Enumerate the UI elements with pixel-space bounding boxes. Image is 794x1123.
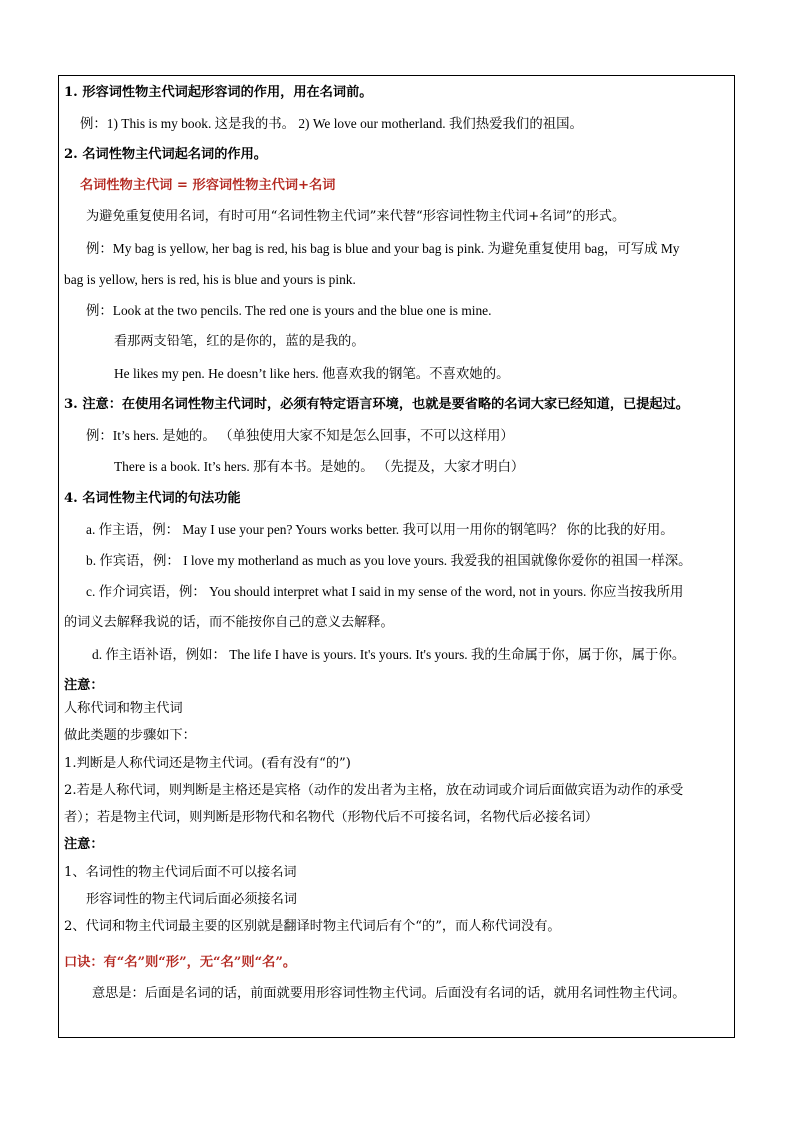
example-line: 例：It’s hers. 是她的。 （单独使用大家不知是怎么回事，不可以这样用） — [86, 428, 514, 443]
function-item-d: d. 作主语补语，例如： The life I have is yours. It's yours. It's yours. 我的生命属于你，属于你，属于你。 — [92, 647, 686, 662]
note-1-cont: 形容词性的物主代词后面必须接名词 — [86, 892, 297, 907]
function-item-a: a. 作主语，例： May I use your pen? Yours works better. 我可以用一用你的钢笔吗？ 你的比我的好用。 — [86, 522, 674, 537]
body-line: 看那两支铅笔，红的是你的，蓝的是我的。 — [114, 334, 365, 349]
body-line: 做此类题的步骤如下： — [64, 728, 196, 743]
example-line: 例：My bag is yellow, her bag is red, his bag is blue and your bag is pink. 为避免重复使用 bag，可写成 My — [86, 241, 680, 256]
heading-4: 4. 名词性物主代词的句法功能 — [64, 491, 241, 506]
example-line: He likes my pen. He doesn’t like hers. 他喜欢我的钢笔。不喜欢她的。 — [114, 366, 510, 381]
body-line: 为避免重复使用名词，有时可用“名词性物主代词”来代替“形容词性物主代词+名词”的形式。 — [86, 209, 626, 224]
example-line: There is a book. It’s hers. 那有本书。是她的。 （先提及，大家才明白） — [114, 459, 525, 474]
step-1: 1.判断是人称代词还是物主代词。(看有没有“的”) — [64, 756, 351, 771]
note-heading: 注意： — [64, 678, 104, 693]
function-item-c: c. 作介词宾语，例： You should interpret what I said in my sense of the word, not in yours. 你应当按我所用 — [86, 584, 684, 599]
heading-3: 3. 注意：在使用名词性物主代词时，必须有特定语言环境，也就是要省略的名词大家已经知道，已提起过。 — [64, 397, 689, 412]
note-1: 1、名词性的物主代词后面不可以接名词 — [64, 865, 297, 880]
step-2-cont: 者）；若是物主代词，则判断是形物代和名物代（形物代后不可接名词，名物代后必接名词） — [64, 810, 599, 825]
example-line: bag is yellow, hers is red, his is blue and yours is pink. — [64, 272, 356, 287]
formula-line: 名词性物主代词 = 形容词性物主代词+名词 — [80, 178, 336, 193]
example-line: 例：Look at the two pencils. The red one is yours and the blue one is mine. — [86, 303, 492, 318]
step-2: 2.若是人称代词，则判断是主格还是宾格（动作的发出者为主格，放在动词或介词后面做宾语为动作的承受 — [64, 783, 684, 798]
note-heading: 注意： — [64, 837, 104, 852]
example-line: 例：1) This is my book. 这是我的书。 2) We love our motherland. 我们热爱我们的祖国。 — [80, 116, 583, 131]
body-line: 人称代词和物主代词 — [64, 701, 183, 716]
function-item-c-cont: 的词义去解释我说的话，而不能按你自己的意义去解释。 — [64, 615, 394, 630]
mnemonic-line: 口诀：有“名”则“形”，无“名”则“名”。 — [64, 955, 297, 970]
heading-1: 1. 形容词性物主代词起形容词的作用，用在名词前。 — [64, 85, 373, 100]
note-2: 2、代词和物主代词最主要的区别就是翻译时物主代词后有个“的”，而人称代词没有。 — [64, 919, 561, 934]
heading-2: 2. 名词性物主代词起名词的作用。 — [64, 147, 267, 162]
function-item-b: b. 作宾语，例： I love my motherland as much as you love yours. 我爱我的祖国就像你爱你的祖国一样深。 — [86, 553, 692, 568]
meaning-line: 意思是：后面是名词的话，前面就要用形容词性物主代词。后面没有名词的话，就用名词性物主代词。 — [92, 986, 686, 1001]
